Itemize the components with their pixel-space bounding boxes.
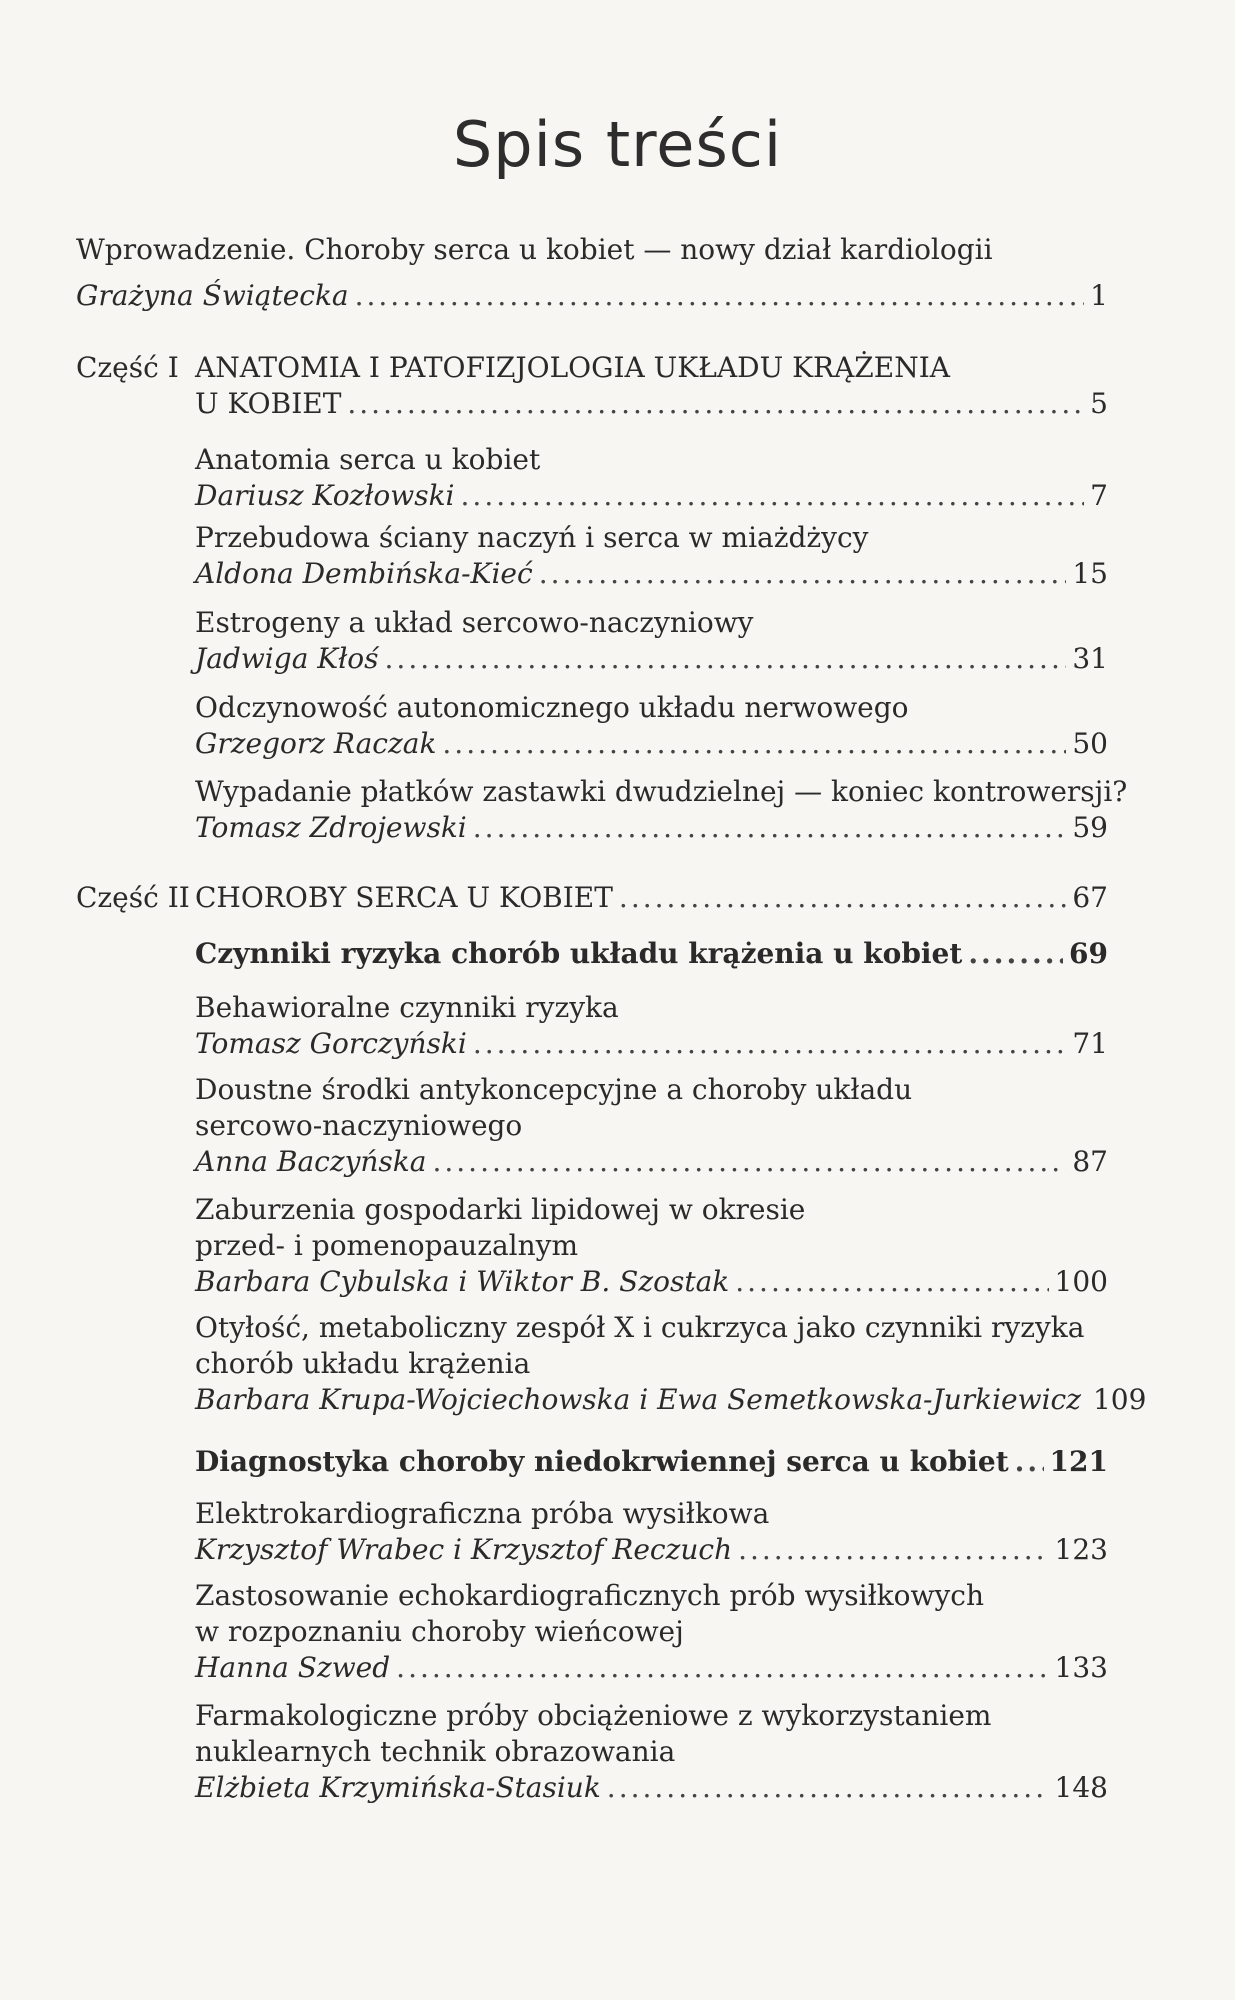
leader-dots (619, 880, 1066, 916)
leader-dots (396, 1650, 1048, 1686)
toc-section-entry[interactable] (195, 1444, 1108, 1480)
toc-entry[interactable] (195, 556, 1108, 592)
leader-dots (355, 278, 1085, 314)
toc-entry-part1[interactable] (195, 386, 1108, 422)
chapter-author: Dariusz Kozłowski (195, 479, 455, 512)
page-number: 1 (1090, 279, 1108, 312)
leader-dots (442, 726, 1066, 762)
leader-dots (461, 478, 1085, 514)
page-title: Spis treści (452, 108, 783, 181)
leader-dots (385, 641, 1067, 677)
part-label: Część I (76, 351, 179, 384)
section-title: Czynniki ryzyka chorób układu krążenia u kobiet (195, 937, 963, 970)
page-number: 123 (1054, 1533, 1108, 1566)
toc-entry[interactable] (195, 726, 1108, 762)
page-number: 50 (1072, 727, 1108, 760)
chapter-title: Otyłość, metaboliczny zespół X i cukrzyca jako czynniki ryzyka (195, 1311, 1085, 1344)
chapter-title: Wypadanie płatków zastawki dwudzielnej — koniec kontrowersji? (195, 775, 1128, 808)
chapter-title: Zastosowanie echokardiograficznych prób wysiłkowych (195, 1579, 984, 1612)
chapter-author: Elżbieta Krzymińska-Stasiuk (195, 1771, 601, 1804)
toc-entry[interactable] (195, 1382, 1147, 1418)
intro-author: Grażyna Świątecka (76, 279, 349, 312)
chapter-title-cont: nuklearnych technik obrazowania (195, 1735, 676, 1768)
leader-dots (1015, 1444, 1044, 1480)
chapter-title: Zaburzenia gospodarki lipidowej w okresie (195, 1193, 806, 1226)
leader-dots (473, 1026, 1067, 1062)
page-number: 109 (1092, 1383, 1147, 1416)
leader-dots (607, 1770, 1049, 1806)
chapter-author: Aldona Dembińska-Kieć (195, 557, 533, 590)
page-number: 133 (1054, 1651, 1108, 1684)
page-number: 69 (1069, 937, 1108, 970)
part-title-cont: U KOBIET (195, 387, 342, 420)
chapter-author: Grzegorz Raczak (195, 727, 437, 760)
page-number: 67 (1072, 881, 1108, 914)
part-title: ANATOMIA I PATOFIZJOLOGIA UKŁADU KRĄŻENIA (195, 351, 950, 384)
chapter-title: Farmakologiczne próby obciążeniowe z wykorzystaniem (195, 1699, 992, 1732)
chapter-author: Tomasz Gorczyński (195, 1027, 467, 1060)
chapter-author: Krzysztof Wrabec i Krzysztof Reczuch (195, 1533, 733, 1566)
chapter-author: Hanna Szwed (195, 1651, 391, 1684)
chapter-title: Odczynowość autonomicznego układu nerwowego (195, 691, 909, 724)
chapter-author: Anna Baczyńska (195, 1145, 427, 1178)
chapter-title-cont: chorób układu krążenia (195, 1347, 531, 1380)
page-number: 31 (1072, 642, 1108, 675)
toc-entry[interactable] (195, 810, 1108, 846)
chapter-title: Doustne środki antykoncepcyjne a choroby układu (195, 1073, 913, 1106)
toc-entry[interactable] (195, 478, 1108, 514)
page-number: 15 (1072, 557, 1108, 590)
page-number: 100 (1054, 1265, 1108, 1298)
toc-entry[interactable] (195, 641, 1108, 677)
leader-dots (539, 556, 1067, 592)
chapter-title: Behawioralne czynniki ryzyka (195, 991, 619, 1024)
page-number: 121 (1049, 1445, 1108, 1478)
chapter-title: Przebudowa ściany naczyń i serca w miażdżycy (195, 521, 869, 554)
page-number: 87 (1072, 1145, 1108, 1178)
page-number: 71 (1072, 1027, 1108, 1060)
toc-entry[interactable] (195, 1770, 1108, 1806)
page-number: 148 (1054, 1771, 1108, 1804)
page-number: 5 (1090, 387, 1108, 420)
toc-entry[interactable] (195, 1144, 1108, 1180)
leader-dots (347, 386, 1084, 422)
leader-dots (432, 1144, 1066, 1180)
section-title: Diagnostyka choroby niedokrwiennej serca u kobiet (195, 1445, 1009, 1478)
chapter-title-cont: sercowo-naczyniowego (195, 1109, 523, 1142)
leader-dots (473, 810, 1067, 846)
part-title: CHOROBY SERCA U KOBIET (195, 881, 613, 914)
chapter-title-cont: przed- i pomenopauzalnym (195, 1229, 579, 1262)
toc-entry[interactable] (195, 1532, 1108, 1568)
leader-dots (735, 1264, 1048, 1300)
chapter-title-cont: w rozpoznaniu choroby wieńcowej (195, 1615, 684, 1648)
toc-entry[interactable] (195, 1264, 1108, 1300)
toc-entry[interactable] (195, 1026, 1108, 1062)
leader-dots (968, 936, 1063, 972)
toc-section-entry[interactable] (195, 936, 1108, 972)
chapter-title: Estrogeny a układ sercowo-naczyniowy (195, 606, 754, 639)
intro-heading: Wprowadzenie. Choroby serca u kobiet — nowy dział kardiologii (76, 233, 993, 266)
toc-entry-intro[interactable] (76, 278, 1108, 314)
toc-entry-part2[interactable] (195, 880, 1108, 916)
chapter-author: Barbara Cybulska i Wiktor B. Szostak (195, 1265, 730, 1298)
chapter-author: Jadwiga Kłoś (195, 642, 379, 675)
chapter-author: Barbara Krupa-Wojciechowska i Ewa Semetkowska-Jurkiewicz (195, 1383, 1081, 1416)
chapter-title: Elektrokardiograficzna próba wysiłkowa (195, 1497, 770, 1530)
chapter-author: Tomasz Zdrojewski (195, 811, 467, 844)
chapter-title: Anatomia serca u kobiet (195, 443, 541, 476)
leader-dots (738, 1532, 1048, 1568)
page-number: 7 (1090, 479, 1108, 512)
page-number: 59 (1072, 811, 1108, 844)
part-label: Część II (76, 881, 190, 914)
toc-entry[interactable] (195, 1650, 1108, 1686)
